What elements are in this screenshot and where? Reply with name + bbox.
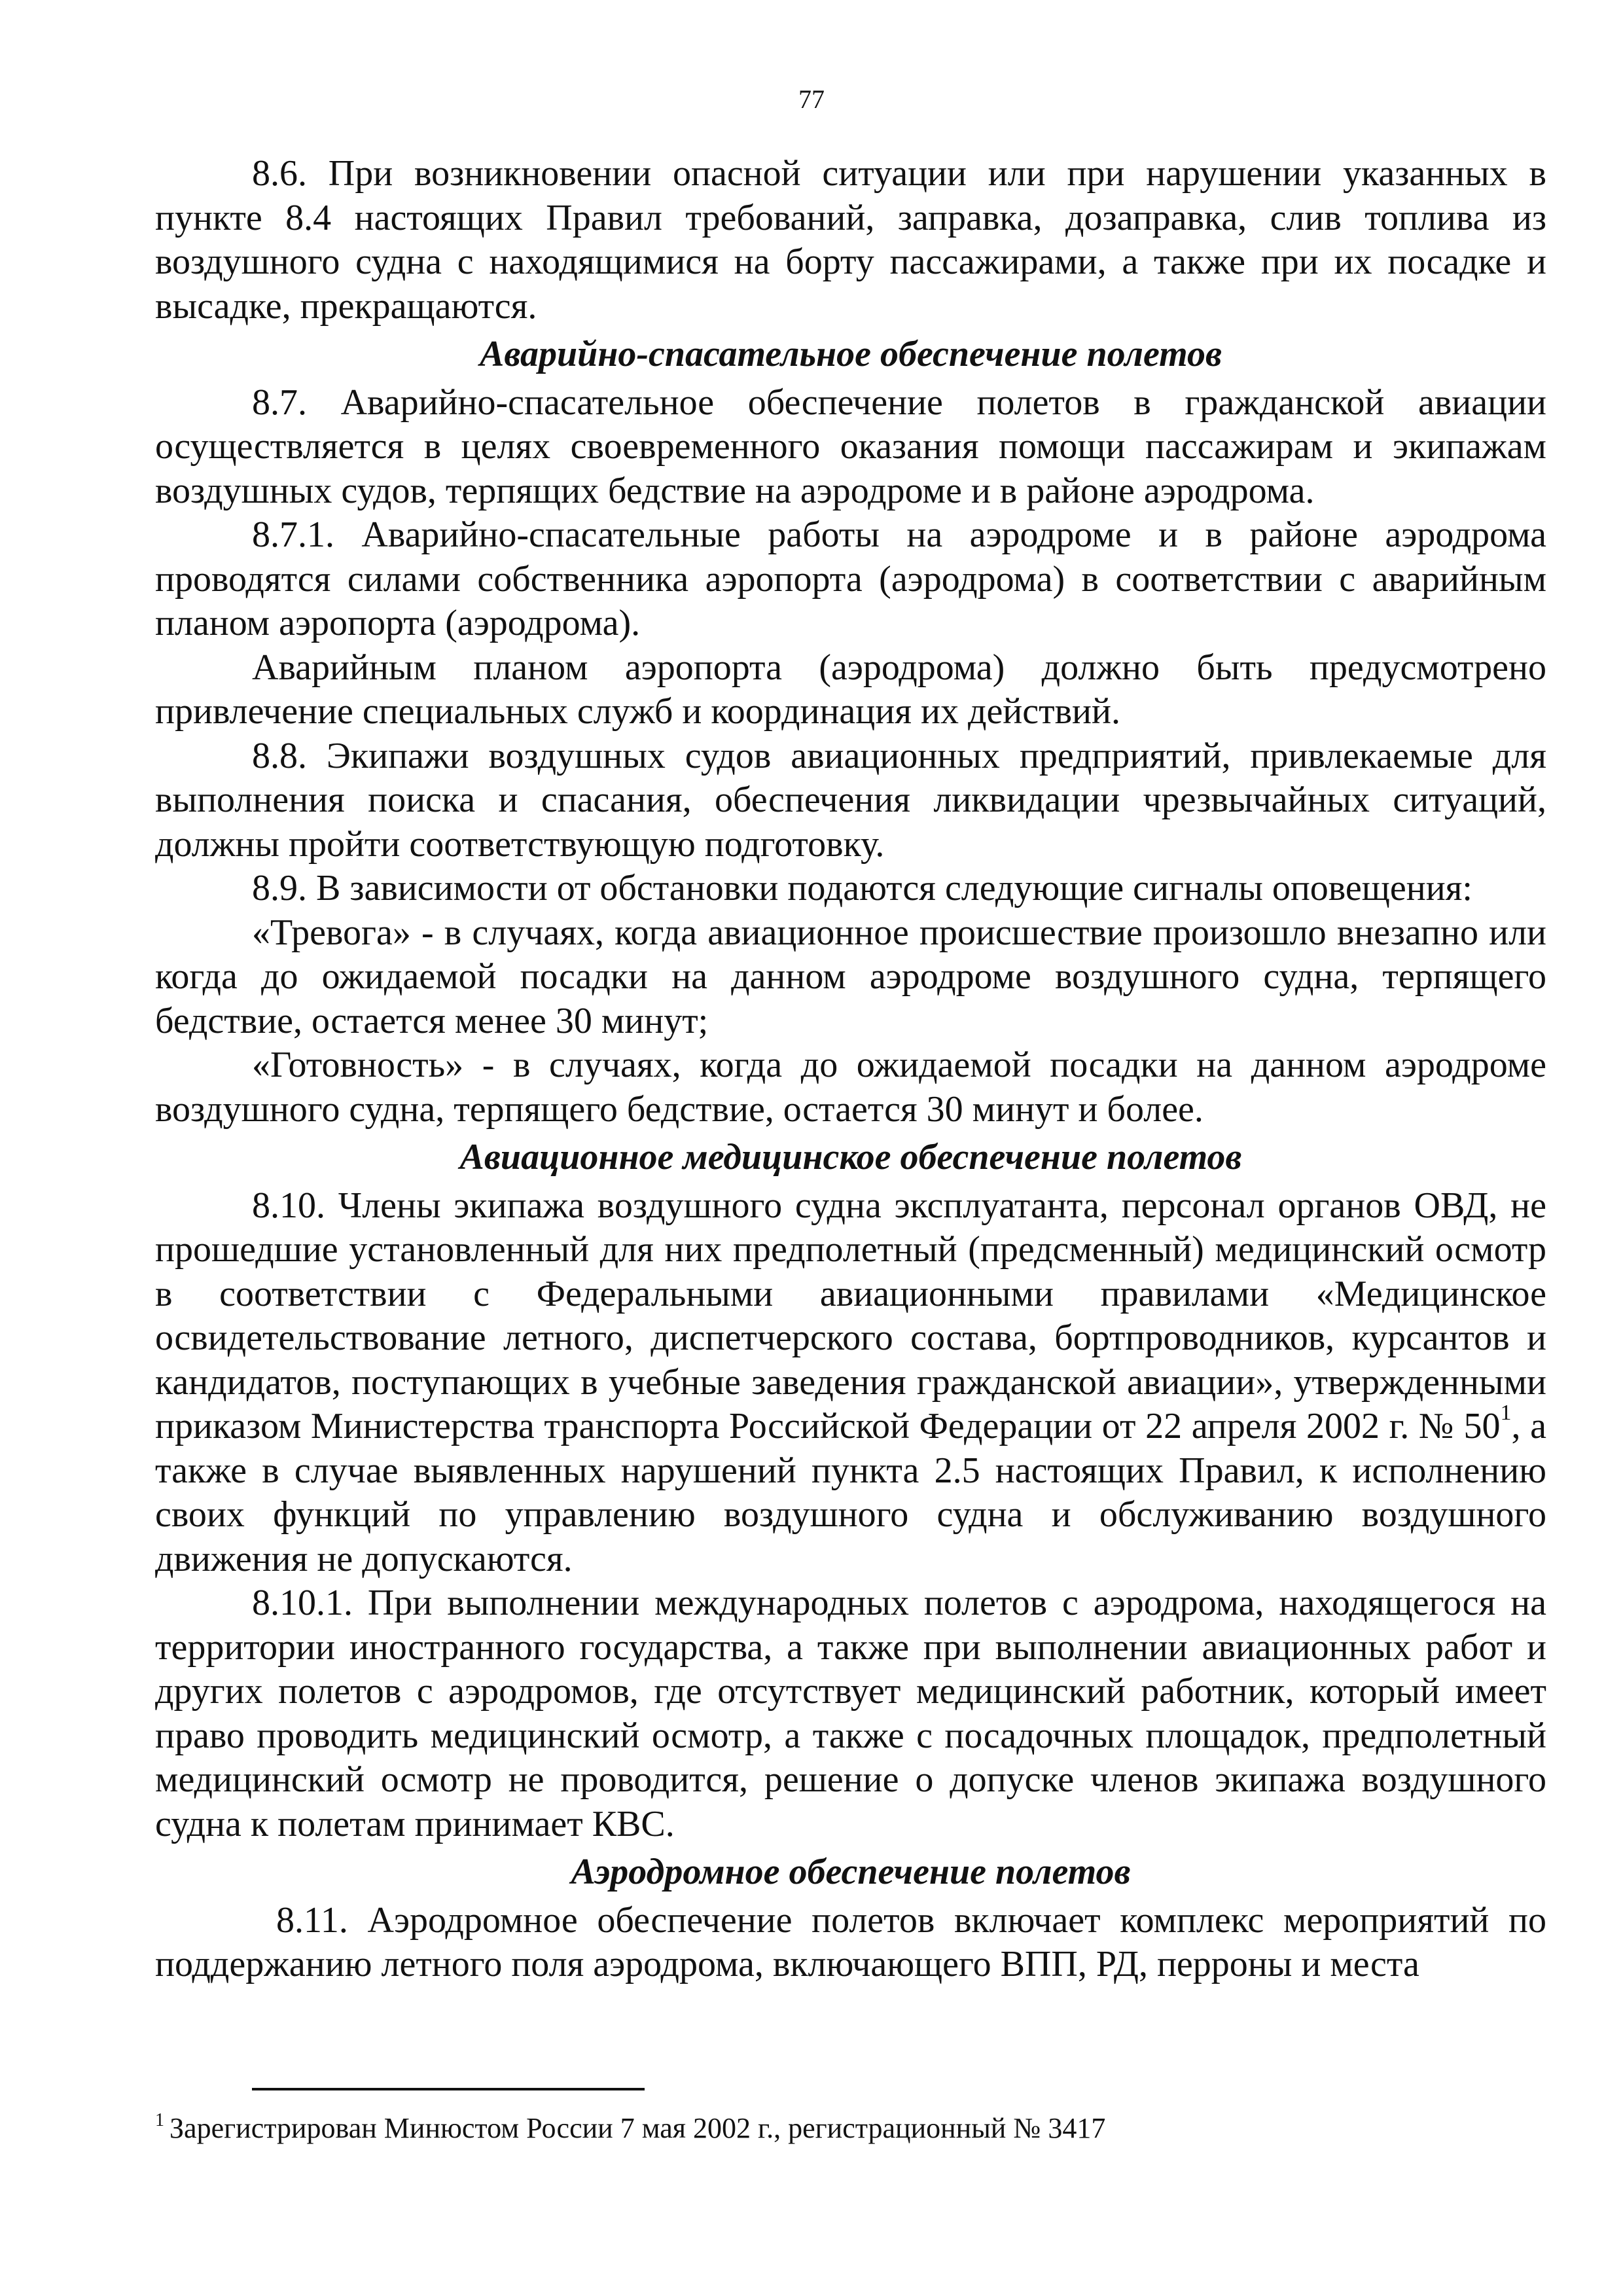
paragraph-8-9-alarm: «Тревога» - в случаях, когда авиационное происшествие произошло внезапно или когда до ожидаемой посадки на данном аэродроме воздушного судна, терпящего бедствие, остается менее 30 минут; — [155, 912, 1546, 1041]
paragraph-8-9-readiness: «Готовность» - в случаях, когда до ожидаемой посадки на данном аэродроме воздушного судна, терпящего бедствие, остается 30 минут и более. — [155, 1045, 1546, 1130]
paragraph-8-7-1: 8.7.1. Аварийно-спасательные работы на аэродроме и в районе аэродрома проводятся силами собственника аэропорта (аэродрома) в соответствии с аварийным планом аэропорта (аэродрома). — [155, 514, 1546, 643]
section-heading-emergency: Аварийно-спасательное обеспечение полетов — [480, 334, 1222, 374]
paragraph-8-10-1: 8.10.1. При выполнении международных полетов с аэродрома, находящегося на территории иностранного государства, а также при выполнении авиационных работ и других полетов с аэродромов, где отсутствует медицинский работник, который имеет право проводить медицинский осмотр, а также с посадочных площадок, предполетный медицинский осмотр не проводится, решение о допуске членов экипажа воздушного судна к полетам принимает КВС. — [155, 1583, 1546, 1844]
section-heading-aerodrome: Аэродромное обеспечение полетов — [571, 1852, 1131, 1892]
page-number: 77 — [798, 84, 825, 114]
paragraph-8-8: 8.8. Экипажи воздушных судов авиационных предприятий, привлекаемые для выполнения поиска и спасания, обеспечения ликвидации чрезвычайных ситуаций, должны пройти соответствующую подготовку. — [155, 735, 1546, 865]
footnote — [155, 2111, 1546, 2145]
paragraph-8-10 — [155, 1184, 1546, 1582]
paragraph-8-7-1-emergency-plan: Аварийным планом аэропорта (аэродрома) должно быть предусмотрено привлечение специальных служб и координация их действий. — [155, 647, 1546, 732]
footnote-divider — [252, 2088, 645, 2090]
document-body — [155, 152, 1546, 1987]
footnote-text: Зарегистрирован Минюстом России 7 мая 2002 г., регистрационный № 3417 — [169, 2112, 1106, 2144]
paragraph-8-9: 8.9. В зависимости от обстановки подаются следующие сигналы оповещения: — [252, 868, 1472, 908]
paragraph-8-10-text-start: 8.10. Члены экипажа воздушного судна эксплуатанта, персонал органов ОВД, не прошедшие установленный для них предполетный (предсменный) медицинский осмотр в соответствии с Федеральными авиационными правилами «Медицинское освидетельствование летного, диспетчерского состава, бортпроводников, курсантов и кандидатов, поступающих в учебные заведения гражданской авиации», утвержденными приказом Министерства транспорта Российской Федерации от 22 апреля 2002 г. № 50 — [155, 1185, 1546, 1446]
paragraph-8-7: 8.7. Аварийно-спасательное обеспечение полетов в гражданской авиации осуществляется в целях своевременного оказания помощи пассажирам и экипажам воздушных судов, терпящих бедствие на аэродроме и в районе аэродрома. — [155, 382, 1546, 511]
paragraph-8-11: 8.11. Аэродромное обеспечение полетов включает комплекс мероприятий по поддержанию летного поля аэродрома, включающего ВПП, РД, перроны и места — [155, 1899, 1546, 1984]
footnote-marker: 1 — [155, 2110, 164, 2130]
footnote-reference: 1 — [1500, 1401, 1512, 1425]
section-heading-medical: Авиационное медицинское обеспечение полетов — [459, 1137, 1242, 1177]
paragraph-8-10-text-end: , а также в случае выявленных нарушений пункта 2.5 настоящих Правил, к исполнению своих функций по управлению воздушного судна и обслуживанию воздушного движения не допускаются. — [155, 1406, 1547, 1579]
paragraph-8-6: 8.6. При возникновении опасной ситуации или при нарушении указанных в пункте 8.4 настоящих Правил требований, заправка, дозаправка, слив топлива из воздушного судна с находящимися на борту пассажирами, а также при их посадке и высадке, прекращаются. — [155, 153, 1546, 327]
